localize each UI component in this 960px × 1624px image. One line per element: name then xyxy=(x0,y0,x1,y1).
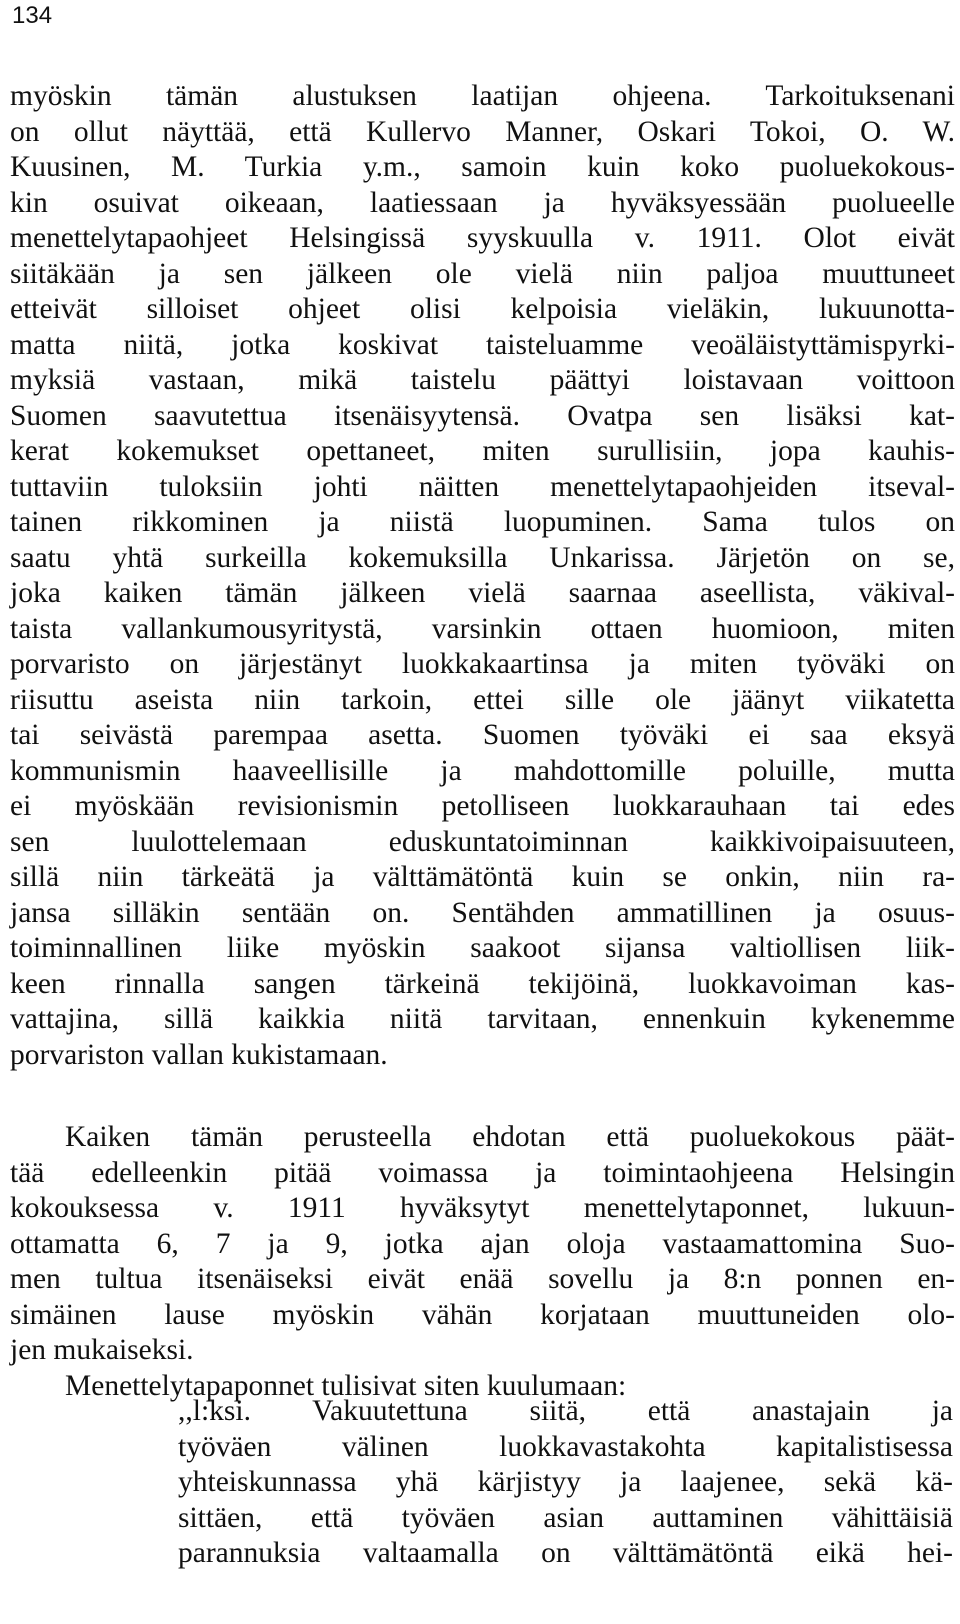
page-number: 134 xyxy=(12,2,53,29)
text-line: menettelytapaohjeet Helsingissä syyskuulla v. 1911. Olot eivät xyxy=(10,222,955,254)
text-line: myöskin tämän alustuksen laatijan ohjeena. Tarkoituksenani xyxy=(10,80,955,112)
quote-line: työväen välinen luokkavastakohta kapitalistisessa xyxy=(178,1430,953,1463)
text-line: Kuusinen, M. Turkia y.m., samoin kuin koko puoluekokous- xyxy=(10,151,955,183)
text-line: saatu yhtä surkeilla kokemuksilla Unkarissa. Järjetön on se, xyxy=(10,541,955,574)
text-line: matta niitä, jotka koskivat taisteluamme veoäläistyttämispyrki- xyxy=(10,328,955,361)
main-text xyxy=(10,79,955,1404)
text-line: on ollut näyttää, että Kullervo Manner, Oskari Tokoi, O. W. xyxy=(10,115,955,148)
text-line: porvaristo on järjestänyt luokkakaartinsa ja miten työväki on xyxy=(10,648,955,680)
quoted-resolution xyxy=(178,1394,953,1572)
text-line: toiminnallinen liike myöskin saakoot sijansa valtiollisen liik- xyxy=(10,932,955,964)
text-line: kerat kokemukset opettaneet, miten surullisiin, jopa kauhis- xyxy=(10,435,955,467)
text-line: sen luulottelemaan eduskuntatoiminnan kaikkivoipaisuuteen, xyxy=(10,825,955,858)
quote-line: sittäen, että työväen asian auttaminen vähittäisiä xyxy=(178,1501,953,1534)
text-line: porvariston vallan kukistamaan. xyxy=(10,1038,388,1071)
paragraph-1 xyxy=(10,79,955,1073)
text-line: Menettelytapaponnet tulisivat siten kuulumaan: xyxy=(65,1369,627,1402)
text-line: tai seivästä parempaa asetta. Suomen työväki ei saa eksyä xyxy=(10,719,955,751)
text-line: taista vallankumousyritystä, varsinkin ottaen huomioon, miten xyxy=(10,612,955,645)
text-line: sillä niin tärkeätä ja välttämätöntä kuin se onkin, niin ra- xyxy=(10,861,955,893)
text-line: ottamatta 6, 7 ja 9, jotka ajan oloja vastaamattomina Suo- xyxy=(10,1227,955,1260)
text-line: kokouksessa v. 1911 hyväksytyt menettelytaponnet, lukuun- xyxy=(10,1192,955,1224)
text-line: ei myöskään revisionismin petolliseen luokkarauhaan tai edes xyxy=(10,790,955,822)
text-line: kommunismin haaveellisille ja mahdottomille poluille, mutta xyxy=(10,754,955,787)
text-line: joka kaiken tämän jälkeen vielä saarnaa aseellista, väkival- xyxy=(10,577,955,609)
text-line: men tultua itsenäiseksi eivät enää sovellu ja 8:n ponnen en- xyxy=(10,1263,955,1295)
text-line: jansa silläkin sentään on. Sentähden ammatillinen ja osuus- xyxy=(10,896,955,929)
quote-line: ,,l:ksi. Vakuutettuna siitä, että anastajain ja xyxy=(178,1395,953,1427)
paragraph-2 xyxy=(10,1120,955,1369)
text-line: etteivät silloiset ohjeet olisi kelpoisia vieläkin, lukuunotta- xyxy=(10,293,955,325)
text-line: tää edelleenkin pitää voimassa ja toimintaohjeena Helsingin xyxy=(10,1156,955,1189)
quote-line: parannuksia valtaamalla on välttämätöntä eikä hei- xyxy=(178,1537,953,1569)
text-line: Suomen saavutettua itsenäisyytensä. Ovatpa sen lisäksi kat- xyxy=(10,399,955,432)
text-line: Kaiken tämän perusteella ehdotan että puoluekokous päät- xyxy=(65,1121,955,1153)
text-line: myksiä vastaan, mikä taistelu päättyi loistavaan voittoon xyxy=(10,364,955,396)
text-line: simäinen lause myöskin vähän korjataan muuttuneiden olo- xyxy=(10,1298,955,1331)
text-line: kin osuivat oikeaan, laatiessaan ja hyväksyessään puolueelle xyxy=(10,186,955,219)
text-line: siitäkään ja sen jälkeen ole vielä niin paljoa muuttuneet xyxy=(10,257,955,290)
text-line: tainen rikkominen ja niistä luopuminen. Sama tulos on xyxy=(10,506,955,538)
text-line: jen mukaiseksi. xyxy=(10,1334,194,1366)
text-line: keen rinnalla sangen tärkeinä tekijöinä, luokkavoiman kas- xyxy=(10,967,955,1000)
text-line: tuttaviin tuloksiin johti näitten menettelytapaohjeiden itseval- xyxy=(10,470,955,503)
paragraph-gap xyxy=(10,1073,955,1120)
text-line: vattajina, sillä kaikkia niitä tarvitaan, ennenkuin kykenemme xyxy=(10,1003,955,1035)
text-line: riisuttu aseista niin tarkoin, ettei sille ole jäänyt viikatetta xyxy=(10,683,955,716)
quote-line: yhteiskunnassa yhä kärjistyy ja laajenee, sekä kä- xyxy=(178,1466,953,1498)
